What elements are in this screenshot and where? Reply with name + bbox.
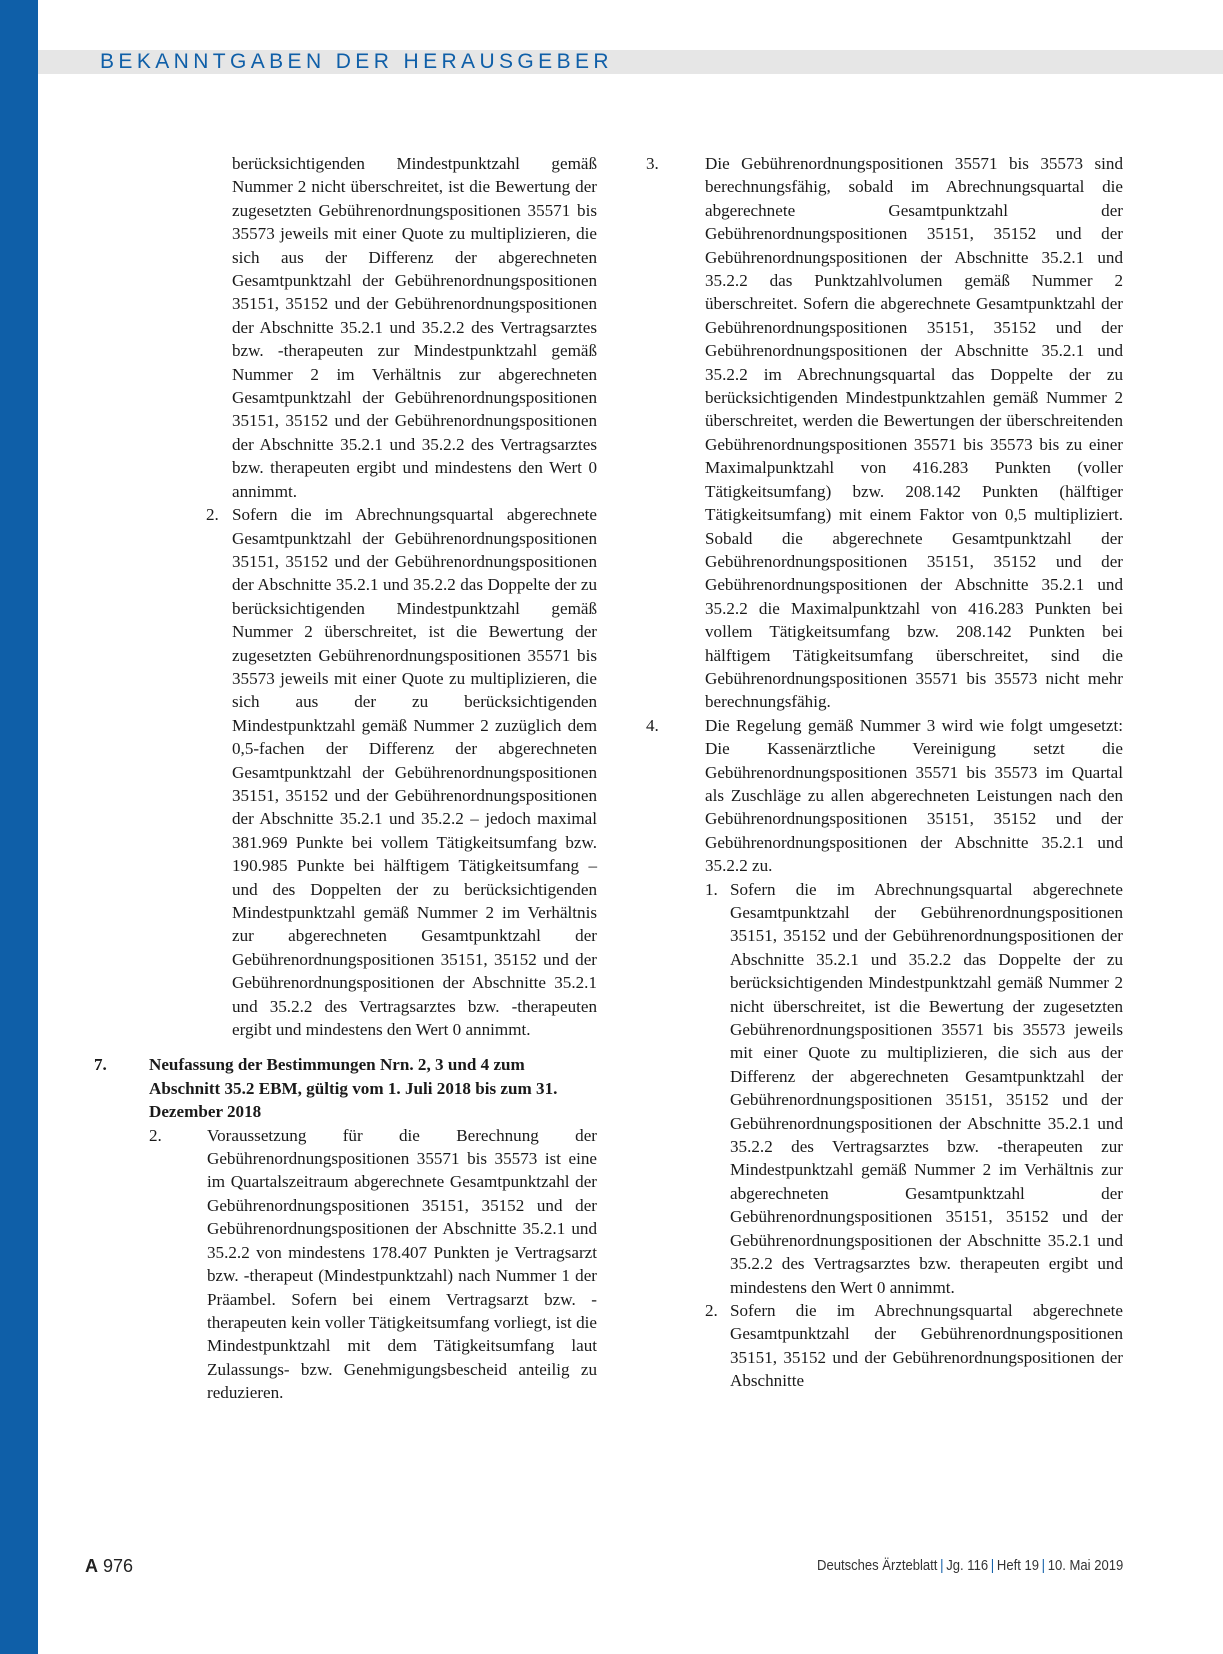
- list-item-text: Die Gebührenordnungspositionen 35571 bis 35573 sind berechnungsfähig, sobald im Abrechnungsquartal die abgerechnete Gesamtpunktzahl der Gebührenordnungspositionen 35151, 35152 und der Gebührenordnungspositionen der Abschnitte 35.2.1 und 35.2.2 das Punktzahlvolumen gemäß Nummer 2 überschreitet. Sofern die abgerechnete Gesamtpunktzahl der Gebührenordnungspositionen 35151, 35152 und der Gebührenordnungspositionen der Abschnitte 35.2.1 und 35.2.2 im Abrechnungsquartal das Doppelte der zu berücksichtigenden Mindestpunktzahlen gemäß Nummer 2 überschreitet, werden die Bewertungen der überschreitenden Gebührenordnungspositionen 35571 bis 35573 bis zu einer Maximalpunktzahl von 416.283 Punkten (voller Tätigkeitsumfang) bzw. 208.142 Punkten (hälftiger Tätigkeitsumfang) mit einem Faktor von 0,5 multipliziert. Sobald die abgerechnete Gesamtpunktzahl der Gebührenordnungspositionen 35151, 35152 und der Gebührenordnungspositionen der Abschnitte 35.2.1 und 35.2.2 die Maximalpunktzahl von 416.283 Punkten bei vollem Tätigkeitsumfang bzw. 208.142 Punkten bei hälftigem Tätigkeitsumfang überschreitet, sind die Gebührenordnungspositionen 35571 bis 35573 nicht mehr berechnungsfähig.: [705, 154, 1123, 712]
- right-column: [646, 152, 1123, 1393]
- publication-info: [817, 1558, 1123, 1574]
- paragraph-text: berücksichtigenden Mindestpunktzahl gemäß Nummer 2 nicht überschreitet, ist die Bewertung der zugesetzten Gebührenordnungspositionen 35571 bis 35573 jeweils mit einer Quote zu multiplizieren, die sich aus der Differenz der abgerechneten Gesamtpunktzahl der Gebührenordnungspositionen 35151, 35152 und der Gebührenordnungspositionen der Abschnitte 35.2.1 und 35.2.2 des Vertragsarztes bzw. -therapeuten zur Mindestpunktzahl gemäß Nummer 2 im Verhältnis zur abgerechneten Gesamtpunktzahl der Gebührenordnungspositionen 35151, 35152 und der Gebührenordnungspositionen der Abschnitte 35.2.1 und 35.2.2 des Vertragsarztes bzw. therapeuten ergibt und mindestens den Wert 0 annimmt.: [232, 154, 597, 501]
- separator: |: [1041, 1558, 1045, 1574]
- list-number: 1.: [705, 879, 718, 899]
- section-heading: Neufassung der Bestimmungen Nrn. 2, 3 und 4 zum Abschnitt 35.2 EBM, gültig vom 1. Juli 2018 bis zum 31. Dezember 2018: [149, 1055, 558, 1122]
- page-number-value: 976: [103, 1556, 134, 1576]
- list-item-3: [646, 152, 1123, 714]
- left-column: [94, 152, 597, 1405]
- journal-name: Deutsches Ärzteblatt: [816, 1558, 938, 1574]
- separator: |: [939, 1558, 944, 1574]
- sub-item-2: [102, 1124, 597, 1405]
- list-item-text: Sofern die im Abrechnungsquartal abgerechnete Gesamtpunktzahl der Gebührenordnungspositionen 35151, 35152 und der Gebührenordnungspositionen der Abschnitte 35.2.1 und 35.2.2 das Doppelte der zu berücksichtigenden Mindestpunktzahl gemäß Nummer 2 nicht überschreitet, ist die Bewertung der zugesetzten Gebührenordnungspositionen 35571 bis 35573 jeweils mit einer Quote zu multiplizieren, die sich aus der Differenz der abgerechneten Gesamtpunktzahl der Gebührenordnungspositionen 35151, 35152 und der Gebührenordnungspositionen der Abschnitte 35.2.1 und 35.2.2 des Vertragsarztes bzw. -therapeuten zur Mindestpunktzahl gemäß Nummer 2 im Verhältnis zur abgerechneten Gesamtpunktzahl der Gebührenordnungspositionen 35151, 35152 und der Gebührenordnungspositionen der Abschnitte 35.2.1 und 35.2.2 des Vertragsarztes bzw. therapeuten ergibt und mindestens den Wert 0 annimmt.: [730, 879, 1123, 1297]
- list-number: 2.: [206, 505, 219, 525]
- page-number: [85, 1556, 133, 1577]
- issue-date: 10. Mai 2019: [1047, 1558, 1123, 1574]
- volume: Jg. 116: [946, 1558, 988, 1574]
- continuation-paragraph: [102, 152, 597, 503]
- list-item-4: [646, 714, 1123, 878]
- list-item-text: Sofern die im Abrechnungsquartal abgerechnete Gesamtpunktzahl der Gebührenordnungspositionen 35151, 35152 und der Gebührenordnungspositionen der Abschnitte 35.2.1 und 35.2.2 das Doppelte der zu berücksichtigenden Mindestpunktzahl gemäß Nummer 2 überschreitet, ist die Bewertung der zugesetzten Gebührenordnungspositionen 35571 bis 35573 jeweils mit einer Quote zu multiplizieren, die sich aus der zu berücksichtigenden Mindestpunktzahl gemäß Nummer 2 zuzüglich dem 0,5-fachen der Differenz der abgerechneten Gesamtpunktzahl der Gebührenordnungspositionen 35151, 35152 und der Gebührenordnungspositionen der Abschnitte 35.2.1 und 35.2.2 – jedoch maximal 381.969 Punkte bei vollem Tätigkeitsumfang bzw. 190.985 Punkte bei hälftigem Tätigkeitsumfang – und des Doppelten der zu berücksichtigenden Mindestpunktzahl gemäß Nummer 2 im Verhältnis zur abgerechneten Gesamtpunktzahl der Gebührenordnungspositionen 35151, 35152 und der Gebührenordnungspositionen der Abschnitte 35.2.1 und 35.2.2 des Vertragsarztes bzw. -therapeuten ergibt und mindestens den Wert 0 annimmt.: [232, 505, 597, 1040]
- separator: |: [990, 1558, 994, 1574]
- page-prefix: A: [85, 1556, 98, 1576]
- list-item-text: Sofern die im Abrechnungsquartal abgerechnete Gesamtpunktzahl der Gebührenordnungspositionen 35151, 35152 und der Gebührenordnungspositionen der Abschnitte: [730, 1300, 1123, 1391]
- list-number: 2.: [149, 1125, 162, 1145]
- section-number: 7.: [94, 1055, 107, 1075]
- sub-item-2: [682, 1299, 1123, 1393]
- issue: Heft 19: [996, 1558, 1039, 1574]
- list-item-text: Voraussetzung für die Berechnung der Gebührenordnungspositionen 35571 bis 35573 ist eine im Quartalszeitraum abgerechnete Gesamtpunktzahl der Gebührenordnungspositionen 35151, 35152 und der Gebührenordnungspositionen der Abschnitte 35.2.1 und 35.2.2 von mindestens 178.407 Punkten je Vertragsarzt bzw. -therapeut (Mindestpunktzahl) nach Nummer 1 der Präambel. Sofern bei einem Vertragsarzt bzw. -therapeuten kein voller Tätigkeitsumfang vorliegt, ist die Mindestpunktzahl mit dem Tätigkeitsumfang laut Zulassungs- bzw. Genehmigungsbescheid anteilig zu reduzieren.: [207, 1125, 597, 1403]
- sub-item-1: [682, 878, 1123, 1299]
- section-header: BEKANNTGABEN DER HERAUSGEBER: [100, 50, 613, 73]
- side-color-bar: [0, 0, 38, 1654]
- list-number: 2.: [705, 1300, 718, 1320]
- list-number: 4.: [646, 715, 659, 735]
- section-7: [94, 1053, 597, 1123]
- list-number: 3.: [646, 154, 659, 173]
- list-item-text: Die Regelung gemäß Nummer 3 wird wie folgt umgesetzt: Die Kassenärztliche Vereinigung setzt die Gebührenordnungspositionen 35571 bis 35573 im Quartal als Zuschläge zu allen abgerechneten Leistungen nach den Gebührenordnungspositionen 35151, 35152 und der Gebührenordnungspositionen der Abschnitte 35.2.1 und 35.2.2 zu.: [705, 715, 1123, 876]
- list-item-2: [102, 503, 597, 1041]
